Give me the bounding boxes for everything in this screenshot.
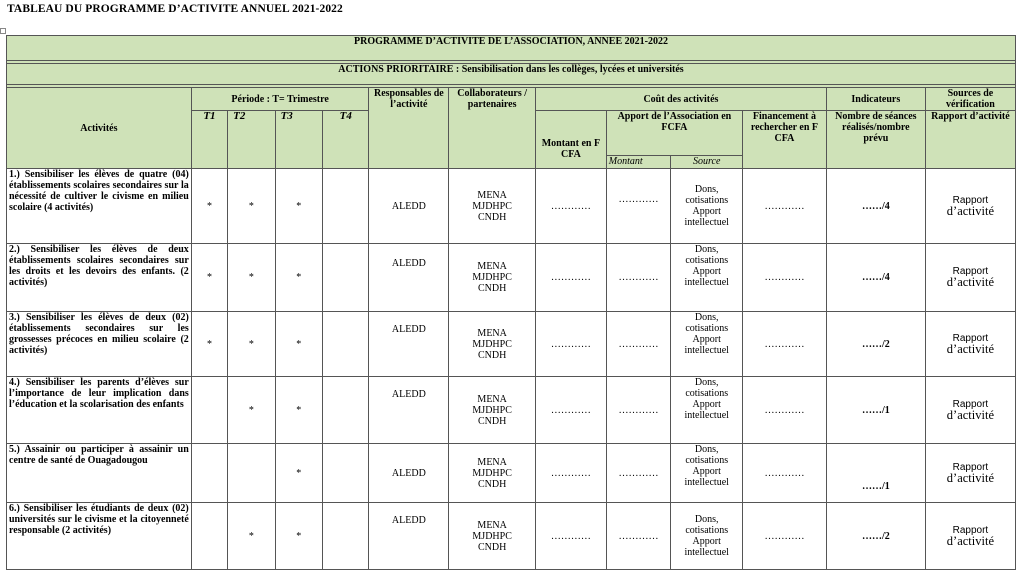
table-row [7,503,1016,570]
quarter-mark: * [275,312,322,377]
document-title: TABLEAU DU PROGRAMME D’ACTIVITE ANNUEL 2021-2022 [7,3,343,15]
quarter-mark: * [228,244,275,312]
header-apport: Apport de l’Association en FCFA [606,111,742,156]
header-responsables: Responsables de l’activité [369,88,449,169]
indicateur-cell: ……/2 [826,312,925,377]
program-title: PROGRAMME D’ACTIVITE DE L’ASSOCIATION, ANNEE 2021-2022 [7,36,1016,61]
montant-cell: ………… [536,312,607,377]
collaborateurs-cell: MENA MJDHPC CNDH [449,503,536,570]
quarter-mark: * [275,169,322,244]
verification-cell: Rapport d’activité [925,444,1015,503]
responsable-cell: ALEDD [369,169,449,244]
quarter-mark: * [275,377,322,444]
quarter-mark [191,503,227,570]
header-activities: Activités [7,88,192,169]
activity-cell: 3.) Sensibiliser les élèves de deux (02) établissements secondaires sur les grossesses précoces en milieu scolaire (2 activités) [7,312,192,377]
source-cell: Dons, cotisations Apport intellectuel [671,244,743,312]
indicateur-cell: ……/1 [826,444,925,503]
header-indicateurs: Indicateurs [826,88,925,111]
activity-cell: 1.) Sensibiliser les élèves de quatre (04) établissements scolaires secondaires sur la nécessité de cultiver le civisme en milieu scolaire (4 activités) [7,169,192,244]
indicateur-cell: ……/4 [826,169,925,244]
collaborateurs-cell: MENA MJDHPC CNDH [449,312,536,377]
quarter-mark: * [191,244,227,312]
quarter-mark [323,503,369,570]
header-apport-montant: Montant [606,156,671,169]
table-row [7,377,1016,444]
header-period: Période : T= Trimestre [191,88,369,111]
indicateur-cell: ……/2 [826,503,925,570]
quarter-mark: * [275,503,322,570]
indicateur-cell: ……/4 [826,244,925,312]
header-row [7,88,1016,111]
source-cell: Dons, cotisations Apport intellectuel [671,503,743,570]
responsable-cell: ALEDD [369,503,449,570]
responsable-cell: ALEDD [369,312,449,377]
header-t3: T3 [275,111,322,169]
quarter-mark: * [228,312,275,377]
quarter-mark [323,377,369,444]
financement-cell: ………… [743,503,827,570]
program-title-row [7,36,1016,61]
verification-cell: Rapport d’activité [925,312,1015,377]
financement-cell: ………… [743,244,827,312]
montant-cell: ………… [536,169,607,244]
table-move-handle[interactable] [0,28,6,34]
table-row [7,244,1016,312]
source-cell: Dons, cotisations Apport intellectuel [671,377,743,444]
responsable-cell: ALEDD [369,244,449,312]
collaborateurs-cell: MENA MJDHPC CNDH [449,377,536,444]
header-apport-source: Source [671,156,743,169]
table-row [7,169,1016,244]
collaborateurs-cell: MENA MJDHPC CNDH [449,444,536,503]
quarter-mark [191,444,227,503]
responsable-cell: ALEDD [369,377,449,444]
program-table [6,35,1016,570]
quarter-mark [191,377,227,444]
source-cell: Dons, cotisations Apport intellectuel [671,312,743,377]
quarter-mark: * [275,244,322,312]
quarter-mark: * [228,503,275,570]
header-t2: T2 [228,111,275,169]
montant-cell: ………… [536,503,607,570]
verification-cell: Rapport d’activité [925,377,1015,444]
source-cell: Dons, cotisations Apport intellectuel [671,169,743,244]
verification-cell: Rapport d’activité [925,169,1015,244]
header-montant: Montant en F CFA [536,111,607,169]
quarter-mark: * [228,377,275,444]
activity-cell: 6.) Sensibiliser les étudiants de deux (02) universités sur le civisme et la citoyenneté responsable (2 activités) [7,503,192,570]
header-cout: Coût des activités [536,88,827,111]
activity-cell: 5.) Assainir ou participer à assainir un centre de santé de Ouagadougou [7,444,192,503]
montant-cell: ………… [536,377,607,444]
header-t4: T4 [323,111,369,169]
header-sources-detail: Rapport d’activité [925,111,1015,169]
quarter-mark [323,169,369,244]
collaborateurs-cell: MENA MJDHPC CNDH [449,169,536,244]
table-row [7,444,1016,503]
quarter-mark [323,312,369,377]
financement-cell: ………… [743,377,827,444]
quarter-mark: * [191,169,227,244]
apport-montant-cell: ………… [606,377,671,444]
verification-cell: Rapport d’activité [925,244,1015,312]
activity-cell: 4.) Sensibiliser les parents d’élèves sur l’importance de leur implication dans l’éducation et la scolarisation des enfants [7,377,192,444]
apport-montant-cell: ………… [606,503,671,570]
quarter-mark: * [191,312,227,377]
verification-cell: Rapport d’activité [925,503,1015,570]
activity-cell: 2.) Sensibiliser les élèves de deux établissements scolaires secondaires sur les droits et les devoirs des enfants. (2 activités) [7,244,192,312]
quarter-mark [228,444,275,503]
montant-cell: ………… [536,444,607,503]
financement-cell: ………… [743,169,827,244]
financement-cell: ………… [743,444,827,503]
header-t1: T1 [191,111,227,169]
responsable-cell: ALEDD [369,444,449,503]
collaborateurs-cell: MENA MJDHPC CNDH [449,244,536,312]
apport-montant-cell: ………… [606,312,671,377]
montant-cell: ………… [536,244,607,312]
apport-montant-cell: ………… [606,169,671,244]
quarter-mark [323,444,369,503]
quarter-mark: * [228,169,275,244]
apport-montant-cell: ………… [606,444,671,503]
priority-actions-row [7,64,1016,85]
header-sources: Sources de vérification [925,88,1015,111]
apport-montant-cell: ………… [606,244,671,312]
header-indicateurs-detail: Nombre de séances réalisés/nombre prévu [826,111,925,169]
financement-cell: ………… [743,312,827,377]
source-cell: Dons, cotisations Apport intellectuel [671,444,743,503]
header-collaborateurs: Collaborateurs / partenaires [449,88,536,169]
quarter-mark [323,244,369,312]
priority-actions: ACTIONS PRIORITAIRE : Sensibilisation dans les collèges, lycées et universités [7,64,1016,85]
indicateur-cell: ……/1 [826,377,925,444]
header-financement: Financement à rechercher en F CFA [743,111,827,169]
quarter-mark: * [275,444,322,503]
table-row [7,312,1016,377]
